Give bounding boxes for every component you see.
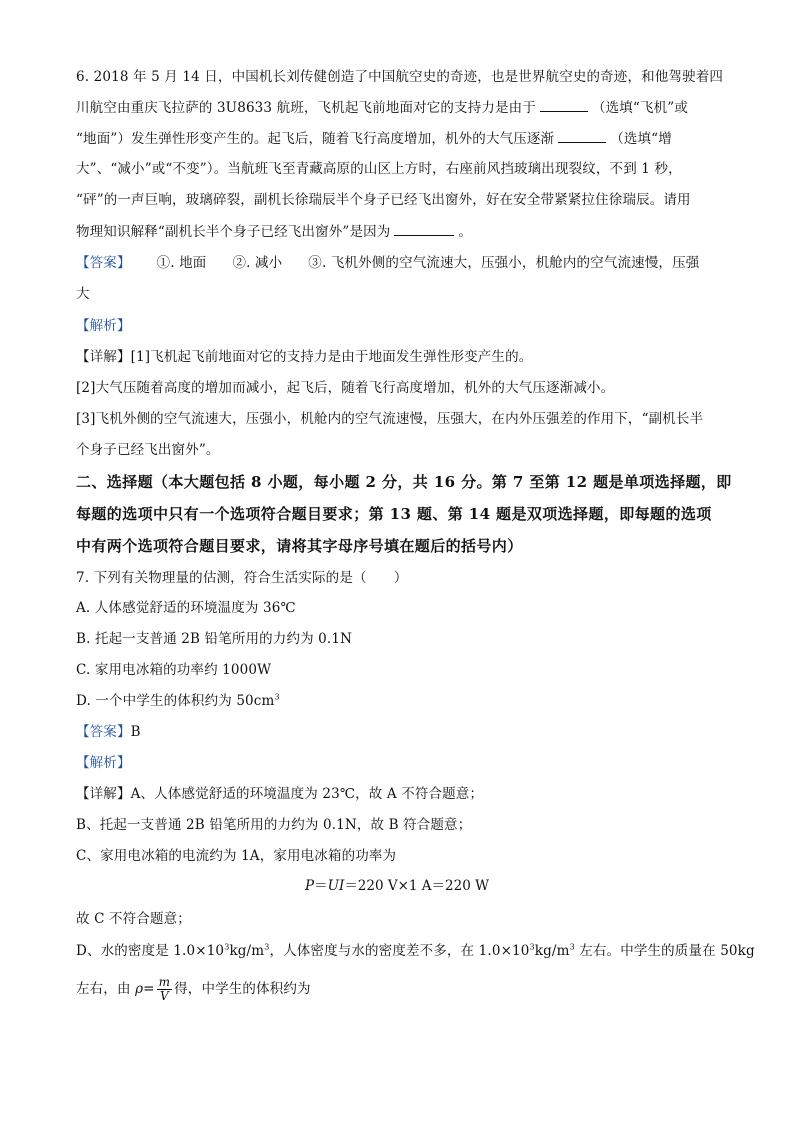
section-heading: 二、选择题（本大题包括 8 小题，每小题 2 分，共 16 分。第 7 至第 12 题是单项选择题，即 [76,473,732,491]
q6-line-5 [76,190,726,210]
q6-detail-3-cont [76,440,726,460]
q7-detail-d-2 [76,976,726,1003]
q7-option-a [76,598,726,618]
q6-text: 物理知识解释“副机长半个身子已经飞出窗外”是因为 [76,224,391,240]
q6-text: （选填“增 [610,131,672,147]
detail-text: [2]大气压随着高度的增加而减小，起飞后，随着飞行高度增加，机外的大气压逐渐减小。 [76,380,615,396]
q6-detail-1 [76,347,726,367]
q7-detail-c-end [76,909,726,929]
q7-analysis-heading [76,753,726,773]
power-formula [0,876,794,896]
q7-stem [76,568,726,588]
q7-answer [76,722,726,742]
detail-text: D、水的密度是 1.0×10 [76,943,225,959]
formula-text: ＝220 V×1 A＝220 W [344,878,489,894]
q6-text: 。 [458,224,473,240]
q7-detail-b [76,815,726,835]
q7-option-d [76,691,726,711]
fraction-numerator: m [158,975,171,989]
q6-text: “地面”）发生弹性形变产生的。起飞后，随着飞行高度增加，机外的大气压逐渐 [76,131,555,147]
formula-symbol: ＝ [314,878,328,894]
detail-text: C、家用电冰箱的电流约为 1A，家用电冰箱的功率为 [76,848,397,864]
detail-text: 左右，由 [76,981,131,997]
question-stem: 7. 下列有关物理量的估测，符合生活实际的是（ ） [76,570,408,586]
q6-line-1 [76,67,726,87]
section-heading: 中有两个选项符合题目要求，请将其字母序号填在题后的括号内） [76,537,523,555]
q6-answer [76,253,726,273]
q6-text: 川航空由重庆飞拉萨的 3U8633 航班，飞机起飞前地面对它的支持力是由于 [76,100,536,116]
option-text: C. 家用电冰箱的功率约 1000W [76,662,272,678]
density-fraction [157,976,173,1003]
fill-blank-3 [394,221,454,236]
q6-text: 6. 2018 年 5 月 14 日，中国机长刘传健创造了中国航空史的奇迹，也是世界航空史的奇迹，和他驾驶着四 [76,69,724,85]
answer-item: B [130,724,141,740]
formula-symbol: ρ [135,981,144,997]
superscript: 3 [224,942,230,952]
q6-answer-cont [76,284,726,304]
analysis-tag: 【解析】 [76,318,131,334]
superscript: 3 [264,942,270,952]
answer-tag: 【答案】 [76,255,131,271]
section-heading-line-1 [76,472,732,492]
q6-detail-3 [76,409,726,429]
answer-tag: 【答案】 [76,724,131,740]
option-text: A. 人体感觉舒适的环境温度为 36℃ [76,600,296,616]
detail-text: A、人体感觉舒适的环境温度为 23℃，故 A 不符合题意； [130,786,484,802]
q6-line-3 [76,128,726,149]
answer-item: ③. 飞机外侧的空气流速大，压强小，机舱内的空气流速慢，压强 [308,255,700,271]
fill-blank-2 [558,128,606,143]
q6-detail-2 [76,378,726,398]
superscript: 3 [569,942,575,952]
detail-text: kg/m [229,943,265,959]
detail-text: 得，中学生的体积约为 [174,981,311,997]
q7-detail-d-1 [76,941,755,961]
q6-line-6 [76,221,726,242]
formula-symbol: UI [327,878,345,894]
fraction-denominator: V [159,989,169,1003]
q7-detail-c [76,846,726,866]
superscript: 3 [274,692,280,702]
q6-text: （选填“飞机”或 [591,100,688,116]
q6-analysis-heading [76,316,726,336]
answer-item: ②. 减小 [232,255,283,271]
detail-text: B、托起一支普通 2B 铅笔所用的力约为 0.1N，故 B 符合题意； [76,817,472,833]
option-text: D. 一个中学生的体积约为 50cm [76,693,275,709]
superscript: 3 [529,942,535,952]
section-heading-line-2 [76,504,726,524]
q7-option-c [76,660,726,680]
detail-text: [3]飞机外侧的空气流速大，压强小，机舱内的空气流速慢，压强大，在内外压强差的作用下，“副机长半 [76,411,704,427]
q6-text: “砰”的一声巨响，玻璃碎裂，副机长徐瑞辰半个身子已经飞出窗外，好在安全带紧紧拉住徐瑞辰。请用 [76,192,691,208]
q6-line-4 [76,159,726,179]
fill-blank-1 [540,97,588,112]
detail-tag: 【详解】 [76,786,131,802]
detail-text: kg/m [534,943,570,959]
formula-symbol: P [305,878,315,894]
q6-line-2 [76,97,726,118]
q7-detail-a [76,784,726,804]
answer-item: 大 [76,286,90,302]
detail-text: [1]飞机起飞前地面对它的支持力是由于地面发生弹性形变产生的。 [130,349,533,365]
answer-item: ①. 地面 [156,255,207,271]
section-heading: 每题的选项中只有一个选项符合题目要求；第 13 题、第 14 题是双项选择题，即每题的选项 [76,505,712,523]
detail-text: ，人体密度与水的密度差不多，在 1.0×10 [269,943,530,959]
detail-tag: 【详解】 [76,349,131,365]
detail-text: 左右。中学生的质量在 50kg [574,943,755,959]
q7-option-b [76,629,726,649]
detail-text: 个身子已经飞出窗外”。 [76,442,220,458]
q6-text: 大”、“减小”或“不变”）。当航班飞至青藏高原的山区上方时，右座前风挡玻璃出现裂纹，不到 1 秒， [76,161,682,177]
formula-symbol: = [143,981,155,997]
section-heading-line-3 [76,536,726,556]
option-text: B. 托起一支普通 2B 铅笔所用的力约为 0.1N [76,631,353,647]
detail-text: 故 C 不符合题意； [76,911,191,927]
analysis-tag: 【解析】 [76,755,131,771]
